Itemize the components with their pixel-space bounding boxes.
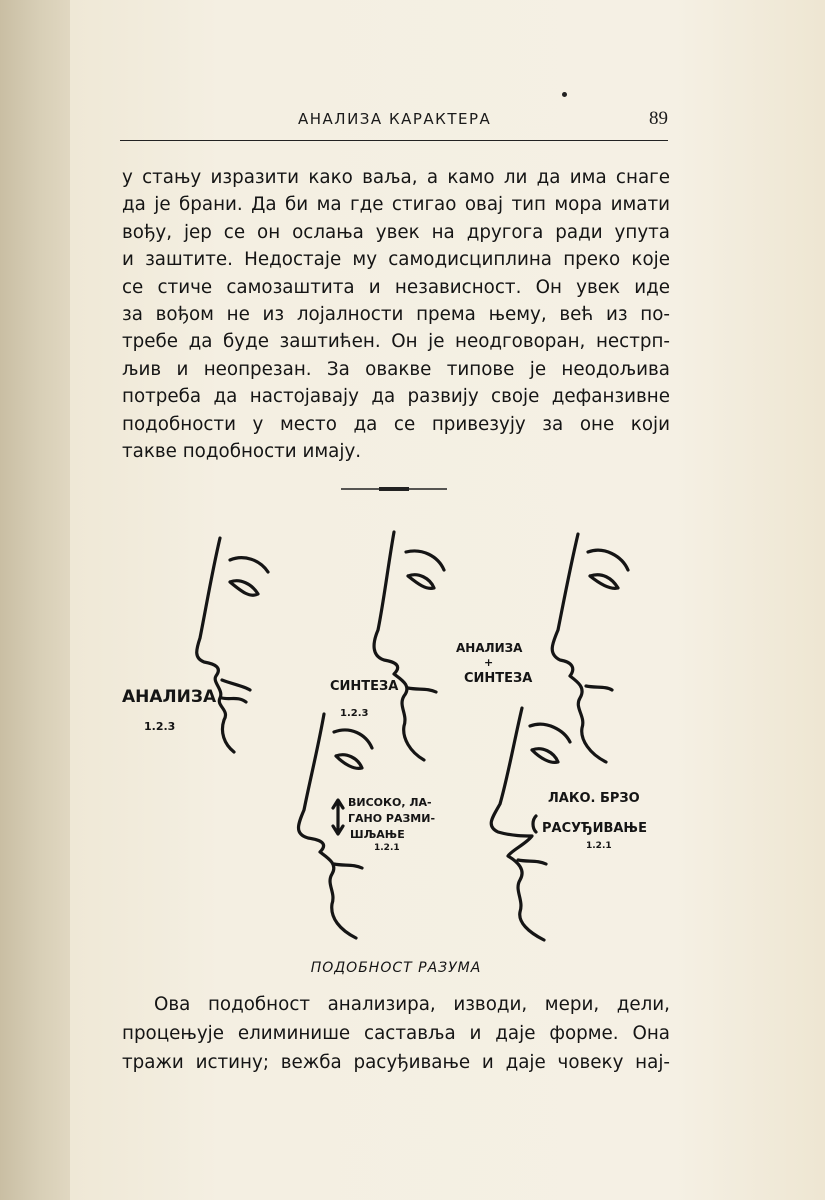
text-line: требе да буде заштићен. Он је неодговоран, нестрп- <box>122 331 670 353</box>
label-analiza-sinteza-2: СИНТЕЗА <box>464 671 533 686</box>
label-lako-code: 1.2.1 <box>586 841 612 851</box>
label-analiza-code: 1.2.3 <box>144 720 176 733</box>
label-analiza: АНАЛИЗА <box>122 687 217 707</box>
profile-face-analiza-sinteza <box>552 534 628 762</box>
label-sinteza-code: 1.2.3 <box>340 708 369 719</box>
label-visoko-1: ВИСОКО, ЛА- <box>348 796 432 809</box>
paragraph-1 <box>122 164 670 465</box>
label-lako-1: ЛАКО. БРЗО <box>548 791 640 806</box>
text-line: подобности у место да се привезују за оне који <box>122 413 670 435</box>
ink-speck <box>562 92 567 97</box>
running-title: АНАЛИЗА КАРАКТЕРА <box>298 110 492 128</box>
text-line: и заштите. Недостаје му самодисциплина преко које <box>122 249 670 271</box>
profile-face-sinteza <box>374 532 444 760</box>
text-line: Ова подобност анализира, изводи, мери, дели, <box>154 994 670 1015</box>
text-line: да је брани. Да би ма где стигао овај тип мора имати <box>122 194 670 216</box>
text-line: у стању изразити како ваља, а камо ли да има снаге <box>122 167 670 188</box>
label-visoko-2: ГАНО РАЗМИ- <box>348 812 436 825</box>
profile-face-visoko <box>299 714 373 938</box>
label-visoko-3: ШЉАЊЕ <box>350 828 405 841</box>
label-analiza-sinteza-1: АНАЛИЗА <box>456 641 523 655</box>
label-visoko-code: 1.2.1 <box>374 843 400 853</box>
label-analiza-sinteza-plus: + <box>484 656 494 669</box>
section-divider <box>341 486 447 492</box>
label-lako-2: РАСУЂИВАЊЕ <box>542 821 647 836</box>
text-line: потреба да настојавају да развију своје дефанзивне <box>122 386 670 408</box>
text-line: се стиче самозаштита и независност. Он увек иде <box>122 276 670 298</box>
face-profiles-illustration <box>112 520 672 950</box>
text-line: такве подобности имају. <box>122 441 362 463</box>
text-line: вођу, јер се он ослања увек на другога ради упута <box>122 221 670 243</box>
text-line: процењује елиминише саставља и даје форме. Она <box>122 1023 670 1044</box>
label-sinteza: СИНТЕЗА <box>330 679 399 694</box>
running-header <box>120 104 668 141</box>
paragraph-2 <box>122 990 670 1077</box>
page-number: 89 <box>649 108 668 129</box>
text-line: за вођом не из лојалности према њему, већ из по- <box>122 304 670 326</box>
text-line: љив и неопрезан. За овакве типове је неодољива <box>122 358 670 380</box>
profile-face-analiza <box>197 538 268 752</box>
text-line: тражи истину; вежба расуђивање и даје човеку нај- <box>122 1052 670 1073</box>
figure-caption: ПОДОБНОСТ РАЗУМА <box>310 960 482 976</box>
